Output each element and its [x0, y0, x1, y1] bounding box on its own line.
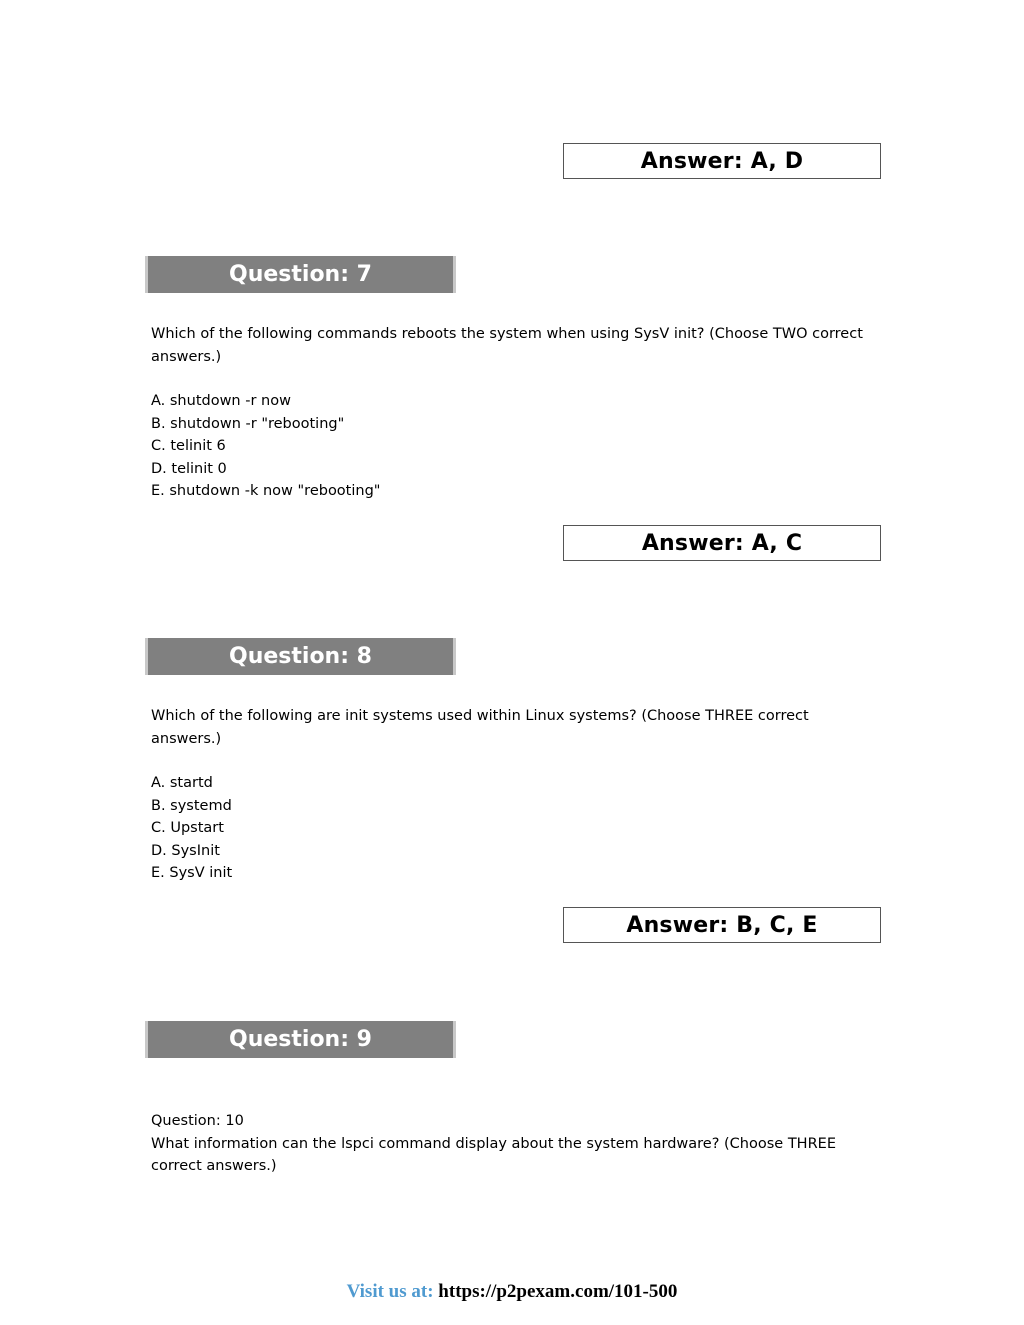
- question-number: Question: 7: [229, 262, 372, 287]
- question-header: [145, 256, 456, 293]
- question-header: [145, 1021, 456, 1058]
- question-header: [145, 638, 456, 675]
- option-list: [151, 390, 380, 503]
- answer-box: [563, 143, 881, 179]
- answer-label: Answer: A, C: [641, 530, 803, 556]
- option-item: D. telinit 0: [151, 460, 227, 477]
- option-item: A. shutdown -r now: [151, 393, 291, 409]
- option-item: D. SysInit: [151, 842, 220, 859]
- question-sub-label: Question: 10: [151, 1113, 244, 1129]
- answer-box: [563, 907, 881, 943]
- option-item: C. Upstart: [151, 820, 224, 836]
- footer-url-link[interactable]: https://p2pexam.com/101-500: [438, 1281, 678, 1302]
- option-list: [151, 772, 232, 885]
- question-text: [151, 1110, 871, 1178]
- question-prompt: Which of the following commands reboots the system when using SysV init? (Choose TWO correct answers.): [151, 326, 863, 365]
- option-item: E. SysV init: [151, 865, 233, 881]
- question-text: [151, 323, 871, 368]
- answer-label: Answer: A, D: [640, 148, 804, 174]
- footer-visit-label: Visit us at:: [346, 1281, 434, 1302]
- question-number: Question: 9: [229, 1027, 372, 1052]
- option-item: A. startd: [151, 775, 213, 791]
- question-text: [151, 705, 871, 750]
- question-number: Question: 8: [229, 644, 372, 669]
- option-item: B. shutdown -r "rebooting": [151, 415, 345, 432]
- question-prompt: What information can the lspci command display about the system hardware? (Choose THREE correct answers.): [151, 1135, 836, 1174]
- question-prompt: Which of the following are init systems used within Linux systems? (Choose THREE correct answers.): [151, 708, 809, 747]
- option-item: C. telinit 6: [151, 438, 226, 454]
- answer-label: Answer: B, C, E: [626, 912, 818, 938]
- footer: [0, 1281, 1024, 1303]
- option-item: E. shutdown -k now "rebooting": [151, 483, 381, 499]
- option-item: B. systemd: [151, 797, 232, 814]
- answer-box: [563, 525, 881, 561]
